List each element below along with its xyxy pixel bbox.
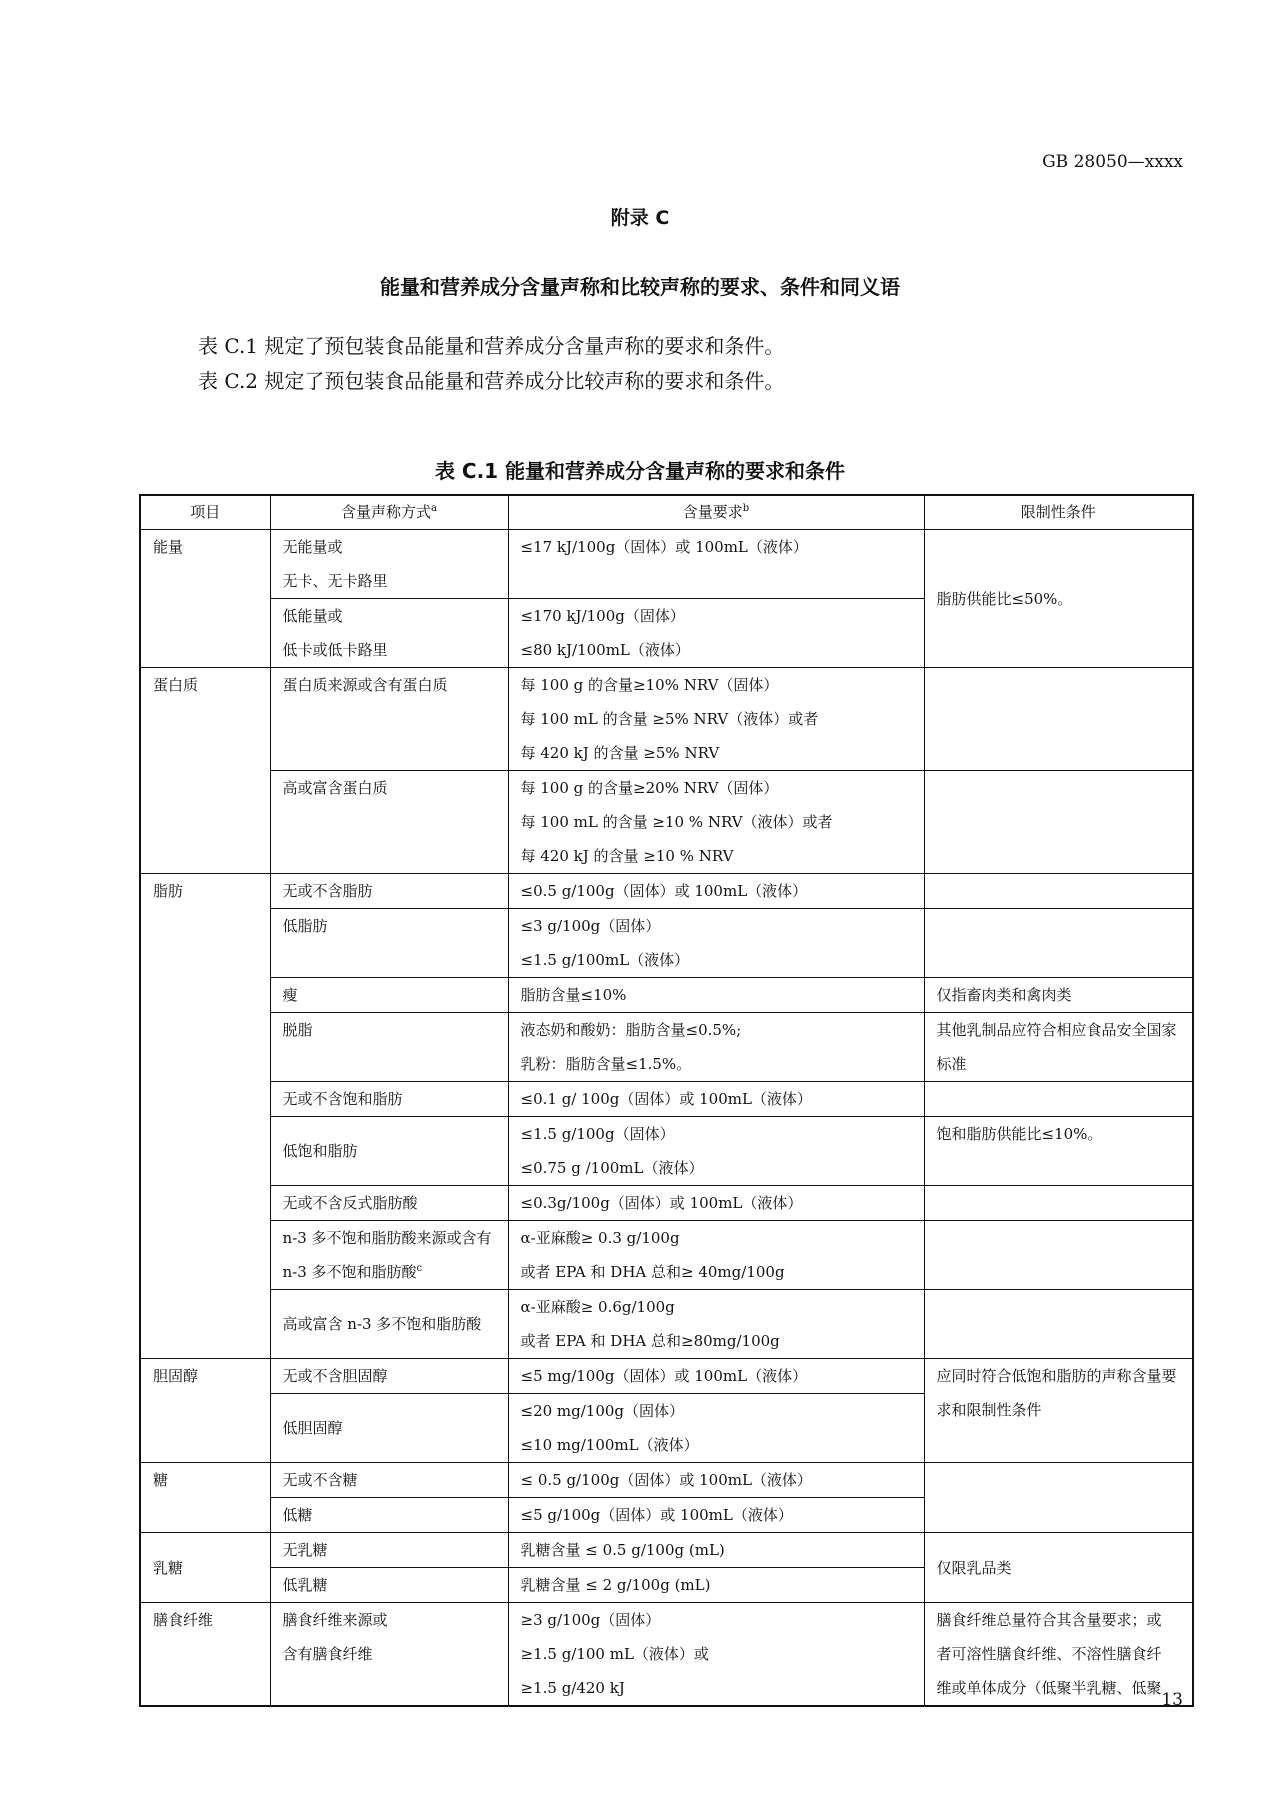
condition-cell: 应同时符合低饱和脂肪的声称含量要求和限制性条件 (924, 1359, 1193, 1463)
table-row (140, 978, 1193, 1013)
column-header-method: 含量声称方式$^a$ (270, 495, 508, 530)
requirement-cell: 每 100 g 的含量≥10% NRV（固体） 每 100 mL 的含量 ≥5% NRV（液体）或者 每 420 kJ 的含量 ≥5% NRV (508, 668, 924, 771)
table-row (140, 1359, 1193, 1394)
condition-cell: 脂肪供能比≤50%。 (924, 530, 1193, 668)
table-row (140, 1603, 1193, 1707)
item-cell: 胆固醇 (140, 1359, 270, 1463)
table-row (140, 874, 1193, 909)
condition-cell (924, 1463, 1193, 1533)
item-cell: 糖 (140, 1463, 270, 1533)
item-cell: 膳食纤维 (140, 1603, 270, 1707)
document-title: 能量和营养成分含量声称和比较声称的要求、条件和同义语 (380, 275, 900, 299)
intro-paragraph: 表 C.1 规定了预包装食品能量和营养成分含量声称的要求和条件。 (198, 334, 785, 358)
method-cell: 无或不含胆固醇 (270, 1359, 508, 1394)
requirement-cell: 液态奶和酸奶：脂肪含量≤0.5%; 乳粉：脂肪含量≤1.5%。 (508, 1013, 924, 1082)
condition-cell (924, 1186, 1193, 1221)
table-row (140, 1013, 1193, 1082)
requirement-cell: 乳糖含量 ≤ 2 g/100g (mL) (508, 1568, 924, 1603)
method-cell: 无能量或 无卡、无卡路里 (270, 530, 508, 599)
intro-paragraph: 表 C.2 规定了预包装食品能量和营养成分比较声称的要求和条件。 (198, 369, 785, 393)
item-cell: 乳糖 (140, 1533, 270, 1603)
requirement-cell: ≤17 kJ/100g（固体）或 100mL（液体） (508, 530, 924, 599)
appendix-heading: 附录 C (610, 207, 670, 229)
condition-cell: 仅指畜肉类和禽肉类 (924, 978, 1193, 1013)
table-row (140, 1221, 1193, 1290)
column-header-condition: 限制性条件 (924, 495, 1193, 530)
condition-cell: 膳食纤维总量符合其含量要求；或 者可溶性膳食纤维、不溶性膳食纤 维或单体成分（低聚半乳糖、低聚 (924, 1603, 1193, 1707)
document-code: GB 28050—xxxx (1042, 152, 1183, 172)
table-row (140, 1082, 1193, 1117)
method-cell: 膳食纤维来源或 含有膳食纤维 (270, 1603, 508, 1707)
requirement-cell: ≤5 g/100g（固体）或 100mL（液体） (508, 1498, 924, 1533)
method-cell: 瘦 (270, 978, 508, 1013)
condition-cell (924, 1221, 1193, 1290)
item-cell: 蛋白质 (140, 668, 270, 874)
requirement-cell: ≤170 kJ/100g（固体） ≤80 kJ/100mL（液体） (508, 599, 924, 668)
requirement-cell: ≤5 mg/100g（固体）或 100mL（液体） (508, 1359, 924, 1394)
item-cell: 脂肪 (140, 874, 270, 1359)
claims-table (139, 494, 1194, 1707)
condition-cell (924, 668, 1193, 771)
condition-cell (924, 909, 1193, 978)
requirement-cell: α-亚麻酸≥ 0.6g/100g 或者 EPA 和 DHA 总和≥80mg/100g (508, 1290, 924, 1359)
requirement-cell: 脂肪含量≤10% (508, 978, 924, 1013)
table-row (140, 1290, 1193, 1359)
condition-cell: 仅限乳品类 (924, 1533, 1193, 1603)
table-row (140, 668, 1193, 771)
table-row (140, 909, 1193, 978)
method-cell: 低糖 (270, 1498, 508, 1533)
method-cell: 无或不含反式脂肪酸 (270, 1186, 508, 1221)
condition-cell (924, 1082, 1193, 1117)
method-cell: 低脂肪 (270, 909, 508, 978)
table-row (140, 771, 1193, 874)
requirement-cell: ≤ 0.5 g/100g（固体）或 100mL（液体） (508, 1463, 924, 1498)
condition-cell (924, 1290, 1193, 1359)
table-row (140, 530, 1193, 599)
table-row (140, 1117, 1193, 1186)
table-row (140, 1533, 1193, 1568)
condition-cell (924, 874, 1193, 909)
method-cell: 脱脂 (270, 1013, 508, 1082)
requirement-cell: 乳糖含量 ≤ 0.5 g/100g (mL) (508, 1533, 924, 1568)
condition-cell: 其他乳制品应符合相应食品安全国家标准 (924, 1013, 1193, 1082)
method-cell: 低胆固醇 (270, 1394, 508, 1463)
method-cell: 低能量或 低卡或低卡路里 (270, 599, 508, 668)
method-cell: 无或不含脂肪 (270, 874, 508, 909)
method-cell: 高或富含蛋白质 (270, 771, 508, 874)
table-header-row (140, 495, 1193, 530)
table-row (140, 1463, 1193, 1498)
requirement-cell: 每 100 g 的含量≥20% NRV（固体） 每 100 mL 的含量 ≥10 % NRV（液体）或者 每 420 kJ 的含量 ≥10 % NRV (508, 771, 924, 874)
table-caption: 表 C.1 能量和营养成分含量声称的要求和条件 (434, 459, 846, 483)
requirement-cell: ≤3 g/100g（固体） ≤1.5 g/100mL（液体） (508, 909, 924, 978)
method-cell: 低乳糖 (270, 1568, 508, 1603)
requirement-cell: ≤0.5 g/100g（固体）或 100mL（液体） (508, 874, 924, 909)
condition-cell (924, 771, 1193, 874)
method-cell: 无或不含糖 (270, 1463, 508, 1498)
requirement-cell: ≤20 mg/100g（固体） ≤10 mg/100mL（液体） (508, 1394, 924, 1463)
method-cell: 高或富含 n-3 多不饱和脂肪酸 (270, 1290, 508, 1359)
method-cell: 无或不含饱和脂肪 (270, 1082, 508, 1117)
method-cell: 无乳糖 (270, 1533, 508, 1568)
method-cell: 低饱和脂肪 (270, 1117, 508, 1186)
method-cell: n-3 多不饱和脂肪酸来源或含有 n-3 多不饱和脂肪酸$^c$ (270, 1221, 508, 1290)
column-header-item: 项目 (140, 495, 270, 530)
column-header-requirement: 含量要求$^b$ (508, 495, 924, 530)
requirement-cell: ≤1.5 g/100g（固体） ≤0.75 g /100mL（液体） (508, 1117, 924, 1186)
page-number: 13 (1161, 1690, 1183, 1710)
requirement-cell: ≤0.1 g/ 100g（固体）或 100mL（液体） (508, 1082, 924, 1117)
method-cell: 蛋白质来源或含有蛋白质 (270, 668, 508, 771)
requirement-cell: ≥3 g/100g（固体） ≥1.5 g/100 mL（液体）或 ≥1.5 g/420 kJ (508, 1603, 924, 1707)
table-row (140, 1186, 1193, 1221)
condition-cell: 饱和脂肪供能比≤10%。 (924, 1117, 1193, 1186)
item-cell: 能量 (140, 530, 270, 668)
requirement-cell: ≤0.3g/100g（固体）或 100mL（液体） (508, 1186, 924, 1221)
requirement-cell: α-亚麻酸≥ 0.3 g/100g 或者 EPA 和 DHA 总和≥ 40mg/100g (508, 1221, 924, 1290)
